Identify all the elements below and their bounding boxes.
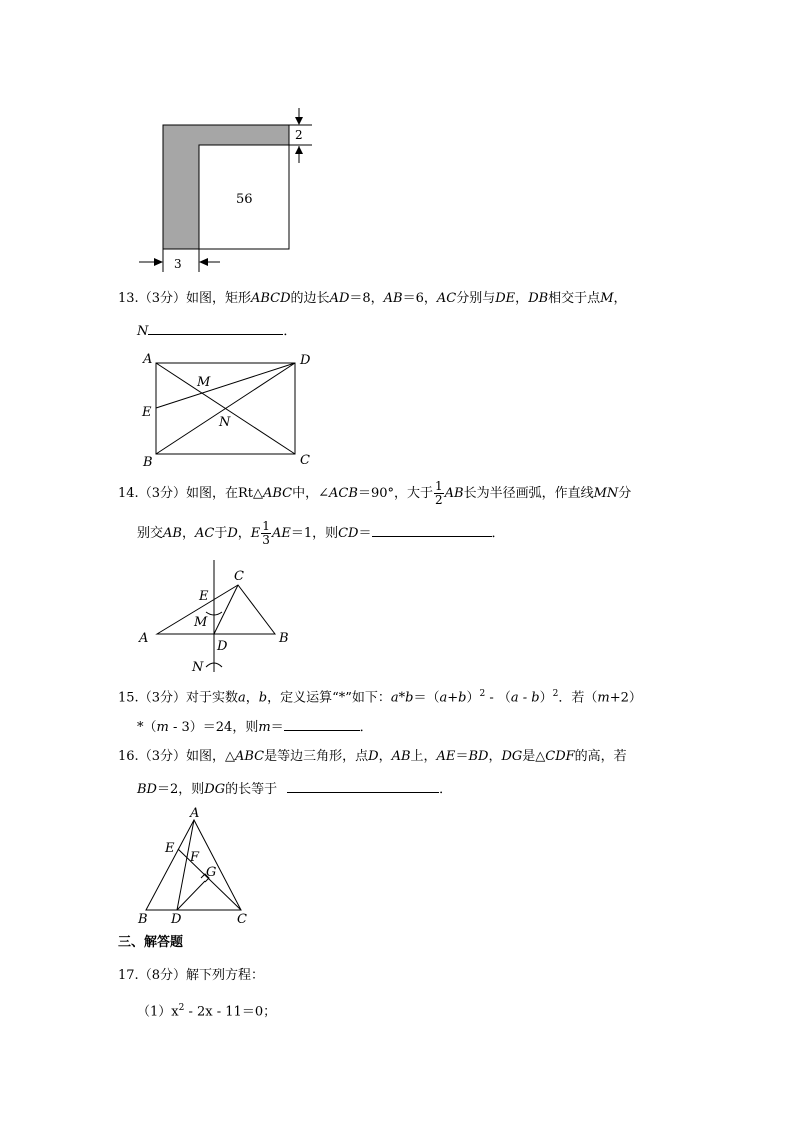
label-E: E [199, 589, 209, 604]
q16-answer-blank[interactable] [287, 778, 439, 793]
q13-number: 13. [118, 291, 139, 306]
q16-bd: BD [468, 749, 489, 764]
q14-number: 14. [118, 486, 139, 501]
q13-ab: AB [383, 291, 403, 306]
q14-ab: AB [163, 526, 182, 541]
q14-score: （3分） [138, 486, 186, 501]
q15-m: m [258, 720, 271, 735]
q15-text: ） [466, 690, 480, 706]
q15-m: m [156, 720, 169, 735]
figure-q16 [132, 803, 257, 928]
q14-answer-blank[interactable] [372, 522, 492, 537]
q13-n: N [137, 324, 149, 339]
q14-text: 别交 [137, 526, 164, 541]
q15-answer-blank[interactable] [284, 716, 360, 731]
q14-acb: ACB [329, 486, 358, 501]
q13-text: ， [613, 291, 627, 306]
q14-abc: ABC [263, 486, 293, 501]
q16-dg: DG [204, 782, 226, 797]
q17-x: x [171, 1004, 179, 1020]
q13-de: DE [495, 291, 516, 306]
q16-dg: DG [501, 749, 523, 764]
arrow-right-icon [154, 258, 163, 266]
q16-text: ＝2，则 [156, 782, 205, 797]
q15-text: ．若（ [558, 690, 598, 706]
label-N: N [192, 660, 204, 675]
q15-text: *（ [137, 720, 157, 735]
q13-text: 如图，矩形 [185, 291, 251, 306]
q14-fraction-third [261, 520, 271, 547]
q13-db: DB [528, 291, 549, 306]
q13-line2 [137, 320, 296, 342]
q15-text: ，定义运算“*”如下： [267, 690, 391, 706]
q16-abc: ABC [234, 749, 265, 764]
q16-text: 的长等于 [225, 782, 278, 797]
q15-sup: 2 [552, 689, 559, 699]
q16-line2 [137, 778, 452, 800]
q16-cdf: CDF [545, 749, 575, 764]
label-E: E [142, 405, 152, 420]
q14-text: ， [181, 526, 195, 541]
q14-text: ＝1，则 [290, 526, 339, 541]
label-N: N [219, 415, 231, 430]
label-2: 2 [295, 128, 303, 142]
label-D: D [300, 353, 311, 368]
frac-num: 1 [262, 519, 270, 533]
q15-m: m [597, 690, 610, 706]
q15-a: a [237, 690, 246, 706]
q13-end: ． [283, 324, 297, 339]
q13-ac: AC [436, 291, 457, 306]
q14-line2 [137, 520, 505, 548]
label-B: B [279, 631, 289, 646]
q13-answer-blank[interactable] [148, 320, 283, 335]
q17-text: 解下列方程： [185, 968, 264, 983]
label-C: C [237, 912, 247, 927]
label-A: A [143, 352, 153, 367]
q15-line2 [137, 716, 373, 738]
q15-text: +2） [609, 690, 642, 706]
q14-text: 如图，在 [185, 486, 238, 501]
arrow-left-icon [199, 258, 208, 266]
seg-de [156, 363, 295, 408]
figure-q13 [135, 348, 320, 470]
q15-line1 [118, 684, 642, 708]
q16-ae: AE [436, 749, 456, 764]
label-F: F [190, 850, 200, 865]
q15-expr: a*b [390, 690, 414, 706]
q14-text: 长为半径画弧，作直线 [463, 486, 594, 501]
q14-fraction-half [434, 480, 444, 507]
q13-text: 的边长 [290, 291, 330, 306]
q14-text: 分 [618, 486, 632, 501]
q15-b: b [258, 690, 268, 706]
q15-number: 15. [118, 690, 139, 706]
q15-score: （3分） [138, 690, 186, 706]
q15-expr: a - b [510, 690, 540, 706]
q15-sup: 2 [479, 689, 486, 699]
q17-score: （8分） [138, 968, 186, 983]
triangle-abc [157, 585, 275, 634]
frac-den: 2 [434, 493, 443, 507]
q16-number: 16. [118, 749, 139, 764]
q16-text: ， [488, 749, 502, 764]
q14-cd: CD [338, 526, 359, 541]
q16-end: ． [439, 782, 453, 797]
q14-ac: AC [194, 526, 215, 541]
label-G: G [206, 865, 217, 880]
q15-text: ， [245, 690, 259, 706]
q15-end: ． [359, 720, 373, 735]
q17-equation: - 2x - 11＝0； [184, 1004, 277, 1020]
q16-text: 如图，△ [185, 749, 235, 764]
seg-ad [177, 820, 194, 910]
label-E: E [165, 841, 175, 856]
q17-sup: 2 [178, 1003, 185, 1013]
q14-d: D [227, 526, 238, 541]
q14-text: 于 [214, 526, 228, 541]
arrow-up-icon [295, 146, 303, 154]
q17-number: 17. [118, 968, 139, 983]
q17-part1 [137, 998, 276, 1022]
q13-ad: AD [329, 291, 350, 306]
q16-text: ＝ [455, 749, 469, 764]
label-D: D [171, 912, 182, 927]
q16-d: D [368, 749, 379, 764]
q14-end: ． [491, 526, 505, 541]
label-B: B [138, 912, 148, 927]
q14-e: E [250, 526, 261, 541]
label-56: 56 [236, 192, 253, 207]
q15-text: - （ [485, 690, 511, 706]
q16-bd: BD [137, 782, 157, 797]
section-3-title: 三、解答题 [118, 935, 184, 950]
q16-text: 是等边三角形，点 [264, 749, 369, 764]
q15-text: 对于实数 [185, 690, 238, 706]
q17-part1-label: （1） [137, 1004, 172, 1020]
q16-ab: AB [391, 749, 411, 764]
q16-text: 上， [410, 749, 437, 764]
q16-text: 是△ [522, 749, 546, 764]
q14-line1 [118, 480, 631, 508]
q16-score: （3分） [138, 749, 186, 764]
q13-score: （3分） [138, 291, 186, 306]
figure-q12 [130, 105, 330, 275]
q15-text: ＝（ [413, 690, 440, 706]
label-A: A [139, 631, 149, 646]
q14-ae: AE [271, 526, 291, 541]
q13-text: 相交于点 [548, 291, 601, 306]
q15-text: ＝ [270, 720, 284, 735]
q16-line1 [118, 747, 627, 767]
label-B: B [143, 455, 153, 470]
q13-text: ＝6， [402, 291, 437, 306]
q17-line1 [118, 966, 264, 986]
q13-text: 分别与 [456, 291, 496, 306]
q14-text: 中，∠ [292, 486, 330, 501]
arrow-down-icon [295, 117, 303, 125]
q13-abcd: ABCD [250, 291, 291, 306]
q15-text: - 3）＝24，则 [168, 720, 259, 735]
label-D: D [217, 639, 228, 654]
q13-text: ， [515, 291, 529, 306]
q14-ab: AB [444, 486, 464, 501]
q16-text: ， [378, 749, 392, 764]
frac-den: 3 [262, 533, 270, 547]
q16-text: 的高，若 [574, 749, 627, 764]
q13-m: M [600, 291, 614, 306]
label-C: C [300, 453, 310, 468]
q14-text: ＝90°，大于 [357, 486, 433, 501]
q14-text: ， [237, 526, 251, 541]
frac-num: 1 [434, 479, 443, 493]
q15-text: ） [539, 690, 553, 706]
figure-q14 [135, 558, 295, 676]
label-M: M [197, 375, 211, 390]
q14-mn: MN [593, 486, 619, 501]
q14-text: ＝ [358, 526, 372, 541]
label-3: 3 [174, 257, 182, 271]
q14-text: Rt△ [237, 486, 263, 501]
label-C: C [234, 569, 244, 584]
label-M: M [194, 615, 208, 630]
q13-text: ＝8， [349, 291, 384, 306]
label-A: A [190, 806, 200, 821]
q15-expr: a+b [439, 690, 467, 706]
q13-line1 [118, 289, 627, 309]
